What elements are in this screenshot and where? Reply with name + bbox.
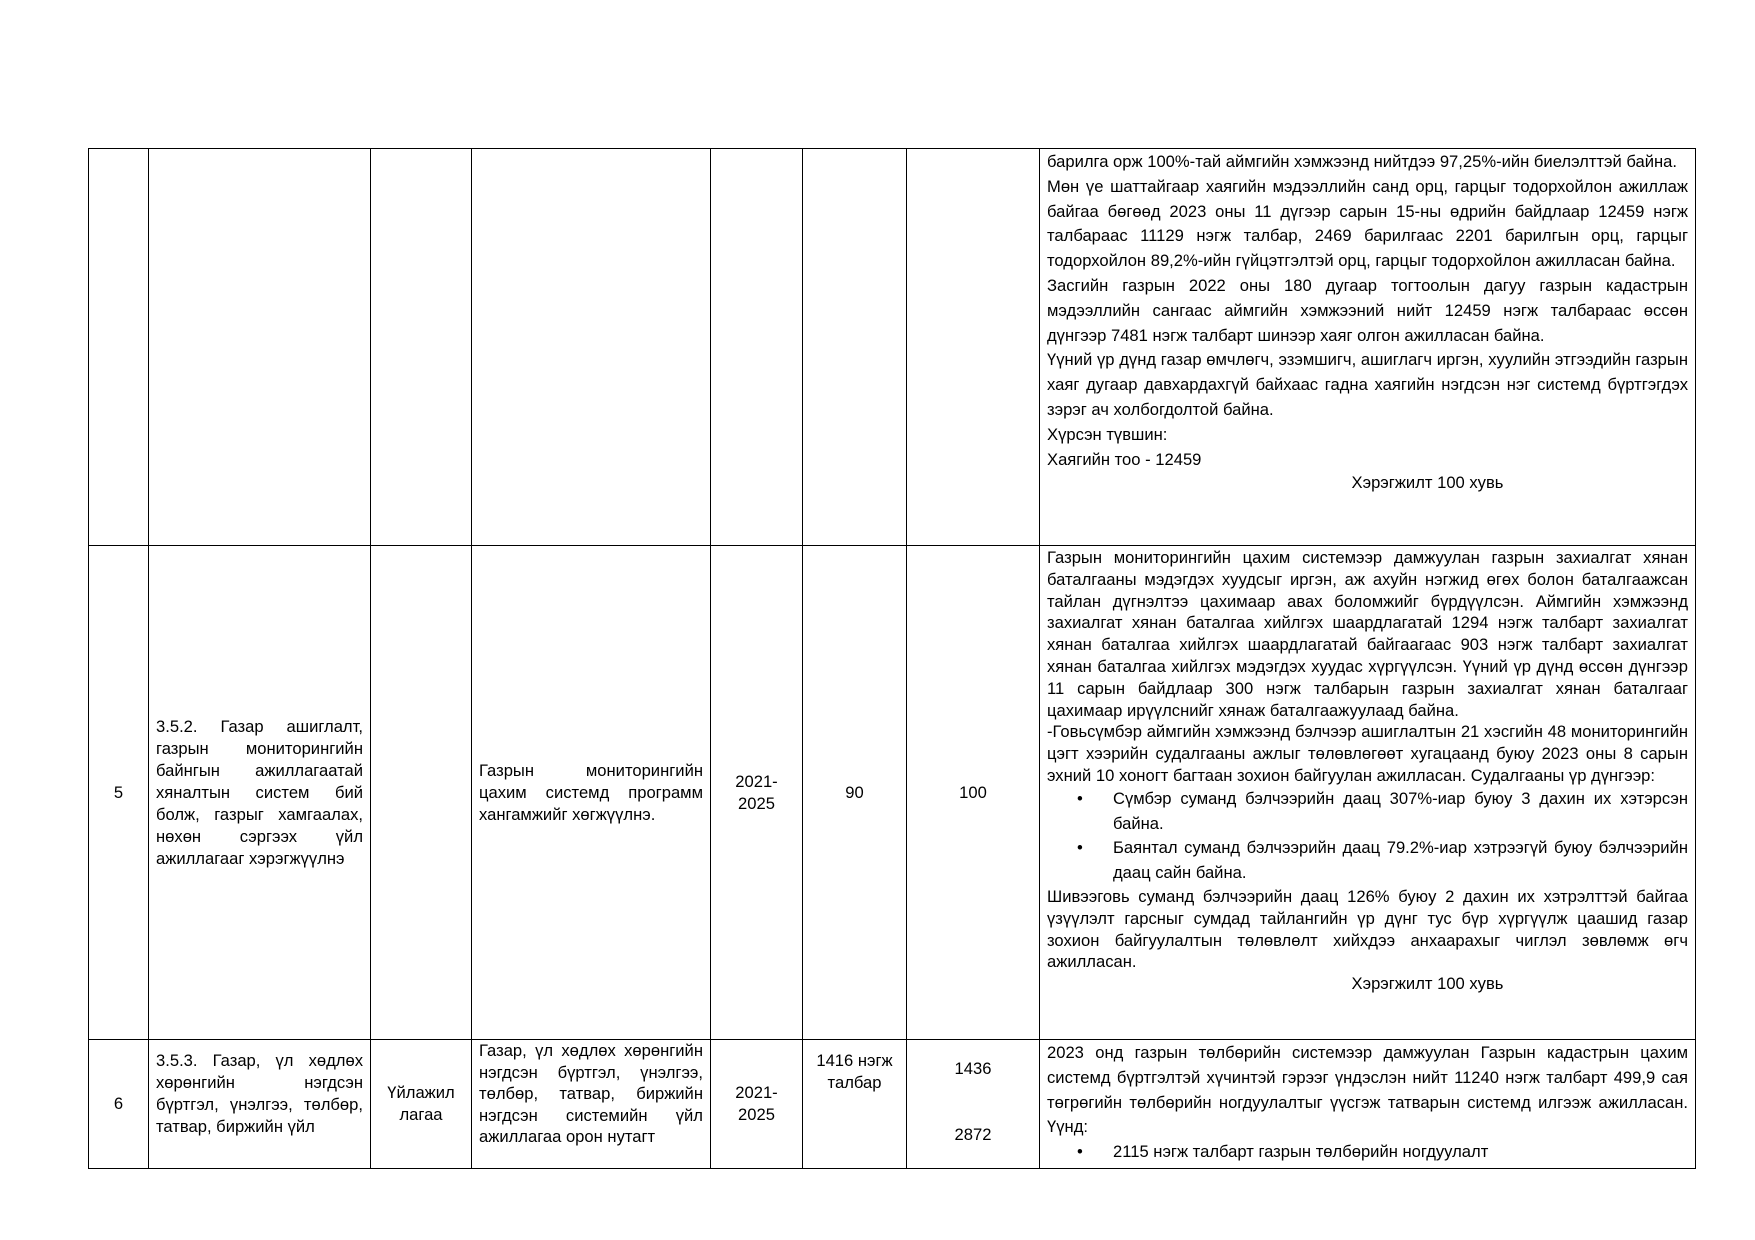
- implementation-status: Хэрэгжилт 100 хувь: [1351, 974, 1504, 994]
- target-cell: 100: [907, 546, 1040, 1040]
- list-item: • Баянтал суманд бэлчээрийн даац 79.2%-иар хэтрээгүй буюу бэлчээрийн даац сайн байна.: [1113, 836, 1688, 886]
- responsible-cell: Үйлажил лагаа: [371, 1040, 472, 1169]
- report-paragraph: Үүний үр дүнд газар өмчлөгч, эзэмшигч, ашиглагч иргэн, хуулийн этгээдийн газрын хаяг дугаар давхардахгүй байхаас гадна хаягийн нэгдсэн нэг системд бүртгэгдэх зэрэг ач холбогдолтой байна.: [1047, 350, 1688, 419]
- task-cell: [149, 149, 371, 546]
- task-cell: 3.5.3. Газар, үл хөдлөх хөрөнгийн нэгдсэн бүртгэл, үнэлгээ, төлбөр, татвар, биржийн үйл: [149, 1040, 371, 1169]
- period-cell: [711, 149, 803, 546]
- baseline-cell: [803, 149, 907, 546]
- task-cell: 3.5.2. Газар ашиглалт, газрын мониторингийн байнгын ажиллагаатай хяналтын систем бий болж, газрыг хамгаалах, нөхөн сэргээх үйл ажиллагааг хэрэгжүүлнэ: [149, 546, 371, 1040]
- row-number: 5: [89, 546, 149, 1040]
- bullet-list: [1047, 787, 1688, 886]
- measure-cell: [472, 149, 711, 546]
- report-paragraph: Газрын мониторингийн цахим системээр дамжуулан газрын захиалгат хянан баталгааны мэдэгдэх хуудсыг иргэн, аж ахуйн нэгжид өгөх болон баталгаажсан тайлан дүгнэлтээ цахимаар авах боломжийг бүрдүүлсэн. Аймгийн хэмжээнд захиалгат хянан баталгаа хийлгэх шаардлагатай 1294 нэгж талбарт захиалгат хянан баталгаа хийлгэх шаардлагатай байгаагаас 903 нэгж талбарт захиалгат хянан баталгаа хийлгэх мэдэгдэх хуудас хүргүүлсэн. Үүний үр дүнд өссөн дүнгээр 11 сарын байдлаар 300 нэгж талбарын газрын захиалгат хянан баталгааг цахимаар ирүүлснийг хянаж баталгаажуулаад байна.: [1047, 548, 1688, 720]
- baseline-cell: 90: [803, 546, 907, 1040]
- list-item: • Сүмбэр суманд бэлчээрийн даац 307%-иар буюу 3 дахин их хэтэрсэн байна.: [1113, 787, 1688, 837]
- report-paragraph: Хаягийн тоо - 12459: [1047, 449, 1202, 469]
- implementation-status: Хэрэгжилт 100 хувь: [1351, 473, 1504, 493]
- target-cell: [907, 1040, 1040, 1169]
- row-number: 6: [89, 1040, 149, 1169]
- report-table: [88, 148, 1696, 1169]
- responsible-cell: [371, 149, 472, 546]
- report-paragraph: Мөн үе шаттайгаар хаягийн мэдээллийн санд орц, гарцыг тодорхойлон ажиллаж байгаа бөгөөд 2023 оны 11 дүгээр сарын 15-ны өдрийн байдлаар 12459 нэгж талбараас 11129 нэгж талбар, 2469 барилгаас 2201 барилгын орц, гарцыг тодорхойлон 89,2%-ийн гүйцэтгэлтэй орц, гарцыг тодорхойлон ажилласан байна.: [1047, 176, 1688, 271]
- report-paragraph: Хүрсэн түвшин:: [1047, 424, 1168, 444]
- target-value-2: 2872: [954, 1125, 992, 1144]
- list-item: • 2115 нэгж талбарт газрын төлбөрийн ногдуулалт: [1113, 1140, 1688, 1165]
- table-row: [89, 149, 1696, 546]
- report-paragraph: -Говьсүмбэр аймгийн хэмжээнд бэлчээр ашиглалтын 21 хэсгийн 48 мониторингийн цэгт хээрийн судалгааны ажлыг төлөвлөгөөт хугацаанд буюу 2023 оны 8 сарын эхний 10 хоногт багтаан зохион байгуулан ажилласан. Судалгааны үр дүнгээр:: [1047, 722, 1688, 785]
- baseline-cell: 1416 нэгж талбар: [803, 1040, 907, 1169]
- period-cell: 2021-2025: [711, 546, 803, 1040]
- report-cell: [1040, 149, 1696, 546]
- measure-cell: Газрын мониторингийн цахим системд программ хангамжийг хөгжүүлнэ.: [472, 546, 711, 1040]
- report-paragraph: Шивээговь суманд бэлчээрийн даац 126% буюу 2 дахин их хэтрэлттэй байгаа үзүүлэлт гарсныг сумдад тайлангийн үр дүнг тус бүр хүргүүлж цаашид газар зохион байгуулалтын төлөвлөлт хийхдээ анхаарахыг чиглэл зөвлөмж өгч ажилласан.: [1047, 886, 1688, 972]
- report-cell: [1040, 1040, 1696, 1169]
- report-cell: [1040, 546, 1696, 1040]
- target-value: 1436: [954, 1059, 992, 1078]
- report-paragraph: 2023 онд газрын төлбөрийн системээр дамжуулан Газрын кадастрын цахим системд бүртгэлтэй хүчинтэй гэрээг үндэслэн нийт 11240 нэгж талбарт 499,9 сая төгрөгийн төлбөрийн ногдуулалтыг үүсгэж татварын системд илгээж ажилласан. Үүнд:: [1047, 1043, 1688, 1137]
- responsible-cell: [371, 546, 472, 1040]
- report-paragraph: барилга орж 100%-тай аймгийн хэмжээнд нийтдээ 97,25%-ийн биелэлттэй байна.: [1047, 152, 1678, 171]
- target-cell: [907, 149, 1040, 546]
- table-row: [89, 1040, 1696, 1169]
- report-paragraph: Засгийн газрын 2022 оны 180 дугаар тогтоолын дагуу газрын кадастрын мэдээллийн сангаас аймгийн хэмжээний нийт 12459 нэгж талбараас өссөн дүнгээр 7481 нэгж талбарт шинээр хаяг олгон ажилласан байна.: [1047, 275, 1688, 345]
- bullet-list: [1047, 1140, 1688, 1165]
- row-number: [89, 149, 149, 546]
- table-row: [89, 546, 1696, 1040]
- period-cell: 2021-2025: [711, 1040, 803, 1169]
- measure-cell: Газар, үл хөдлөх хөрөнгийн нэгдсэн бүртгэл, үнэлгээ, төлбөр, татвар, биржийн нэгдсэн системийн үйл ажиллагаа орон нутагт: [472, 1040, 711, 1169]
